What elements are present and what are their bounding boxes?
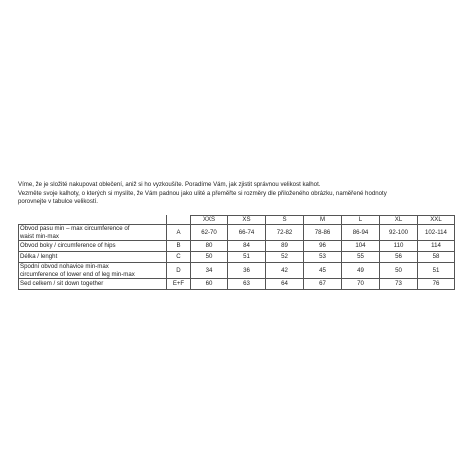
measurement-label	[19, 252, 167, 263]
size-header: M	[304, 216, 342, 225]
table-row	[19, 279, 455, 290]
table-cell: 89	[266, 241, 304, 252]
measurement-label	[19, 263, 167, 279]
size-header-row	[19, 216, 455, 225]
label-line: waist min-max	[20, 232, 59, 240]
table-cell: 72-82	[266, 225, 304, 241]
table-row	[19, 225, 455, 241]
table-cell: 70	[342, 279, 380, 290]
header-blank-cell	[167, 216, 191, 225]
table-row	[19, 241, 455, 252]
size-chart-table	[18, 215, 455, 290]
table-cell: 78-86	[304, 225, 342, 241]
table-cell: 36	[228, 263, 266, 279]
intro-line: porovnejte v tabulce velikostí.	[18, 198, 98, 206]
table-cell: 42	[266, 263, 304, 279]
table-cell: 104	[342, 241, 380, 252]
table-cell: 51	[418, 263, 455, 279]
table-cell: 45	[304, 263, 342, 279]
table-cell: 62-70	[191, 225, 228, 241]
measurement-label	[19, 279, 167, 290]
measurement-code: D	[167, 263, 191, 279]
intro-line: Vezměte svoje kalhoty, o kterých si myslíte, že Vám padnou jako ulité a přeměřte si rozměry dle přiloženého obrázku, naměřené hodnoty	[18, 189, 387, 197]
label-line: circumference of lower end of leg min-max	[20, 270, 135, 278]
measurement-code: B	[167, 241, 191, 252]
label-line: Obvod pasu min – max circumference of	[20, 225, 130, 233]
table-cell: 64	[266, 279, 304, 290]
label-line: Sed celkem / sit down together	[20, 280, 104, 288]
table-cell: 63	[228, 279, 266, 290]
table-cell: 55	[342, 252, 380, 263]
table-cell: 114	[418, 241, 455, 252]
table-cell: 92-100	[380, 225, 418, 241]
table-cell: 34	[191, 263, 228, 279]
table-cell: 110	[380, 241, 418, 252]
table-cell: 50	[380, 263, 418, 279]
measurement-code: C	[167, 252, 191, 263]
label-line: Obvod boky / circumference of hips	[20, 242, 116, 250]
intro-line: Víme, že je složité nakupovat oblečení, aniž si ho vyzkoušíte. Poradíme Vám, jak zjistit správnou velikost kalhot.	[18, 181, 321, 188]
table-cell: 73	[380, 279, 418, 290]
table-cell: 84	[228, 241, 266, 252]
table-cell: 58	[418, 252, 455, 263]
measurement-code: E+F	[167, 279, 191, 290]
label-line: Délka / lenght	[20, 253, 58, 261]
table-cell: 49	[342, 263, 380, 279]
size-header: XL	[380, 216, 418, 225]
table-row	[19, 263, 455, 279]
table-cell: 56	[380, 252, 418, 263]
header-blank-cell	[19, 216, 167, 225]
measurement-label	[19, 225, 167, 241]
size-header: XXL	[418, 216, 455, 225]
table-cell: 51	[228, 252, 266, 263]
size-header: L	[342, 216, 380, 225]
label-line: Spodní obvod nohavice min-max	[20, 263, 109, 271]
table-cell: 67	[304, 279, 342, 290]
table-cell: 86-94	[342, 225, 380, 241]
table-cell: 60	[191, 279, 228, 290]
table-cell: 52	[266, 252, 304, 263]
table-row	[19, 252, 455, 263]
size-header: XXS	[191, 216, 228, 225]
table-cell: 102-114	[418, 225, 455, 241]
size-header: XS	[228, 216, 266, 225]
table-cell: 96	[304, 241, 342, 252]
table-cell: 50	[191, 252, 228, 263]
table-cell: 53	[304, 252, 342, 263]
table-cell: 66-74	[228, 225, 266, 241]
table-cell: 80	[191, 241, 228, 252]
measurement-code: A	[167, 225, 191, 241]
size-header: S	[266, 216, 304, 225]
measurement-label	[19, 241, 167, 252]
size-guide-intro	[18, 181, 458, 207]
table-cell: 76	[418, 279, 455, 290]
